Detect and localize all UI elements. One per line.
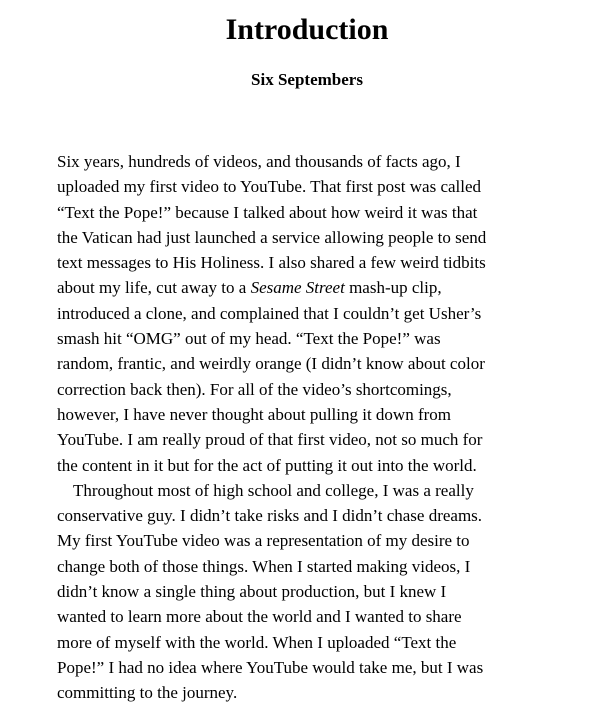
text-line: “Text the Pope!” because I talked about how weird it was that <box>57 202 478 222</box>
text-segment: about my life, cut away to a <box>57 278 251 298</box>
text-line <box>57 275 614 300</box>
body-text <box>57 149 614 706</box>
text-line: didn’t know a single thing about production, but I knew I <box>57 582 447 602</box>
text-line: Six years, hundreds of videos, and thousands of facts ago, I <box>57 152 461 171</box>
chapter-title: Introduction <box>225 13 389 46</box>
text-line: introduced a clone, and complained that I couldn’t get Usher’s <box>57 303 482 323</box>
text-line: committing to the journey. <box>57 683 238 703</box>
text-line: smash hit “OMG” out of my head. “Text the Pope!” was <box>57 329 441 349</box>
text-line: YouTube. I am really proud of that first video, not so much for <box>57 430 483 450</box>
paragraph-2 <box>57 478 614 706</box>
show-title-italic: Sesame Street <box>250 278 345 298</box>
text-line: the Vatican had just launched a service allowing people to send <box>57 227 487 247</box>
text-line: however, I have never thought about pulling it down from <box>57 404 452 424</box>
text-line: uploaded my first video to YouTube. That first post was called <box>57 177 482 197</box>
text-line: conservative guy. I didn’t take risks and I didn’t chase dreams. <box>57 506 483 526</box>
text-line: Throughout most of high school and college, I was a really <box>73 480 474 500</box>
text-line: more of myself with the world. When I uploaded “Text the <box>57 632 457 652</box>
text-line: correction back then). For all of the video’s shortcomings, <box>57 379 452 399</box>
text-line: random, frantic, and weirdly orange (I didn’t know about color <box>57 354 485 374</box>
text-line: Pope!” I had no idea where YouTube would take me, but I was <box>57 657 484 677</box>
text-segment: mash-up clip, <box>344 278 442 298</box>
chapter-subtitle: Six Septembers <box>251 70 363 89</box>
text-line: the content in it but for the act of putting it out into the world. <box>57 455 477 475</box>
text-line: change both of those things. When I started making videos, I <box>57 556 471 576</box>
text-line: wanted to learn more about the world and I wanted to share <box>57 607 462 627</box>
text-line: My first YouTube video was a representation of my desire to <box>57 531 470 551</box>
text-line: text messages to His Holiness. I also shared a few weird tidbits <box>57 253 486 273</box>
paragraph-1 <box>57 149 614 478</box>
